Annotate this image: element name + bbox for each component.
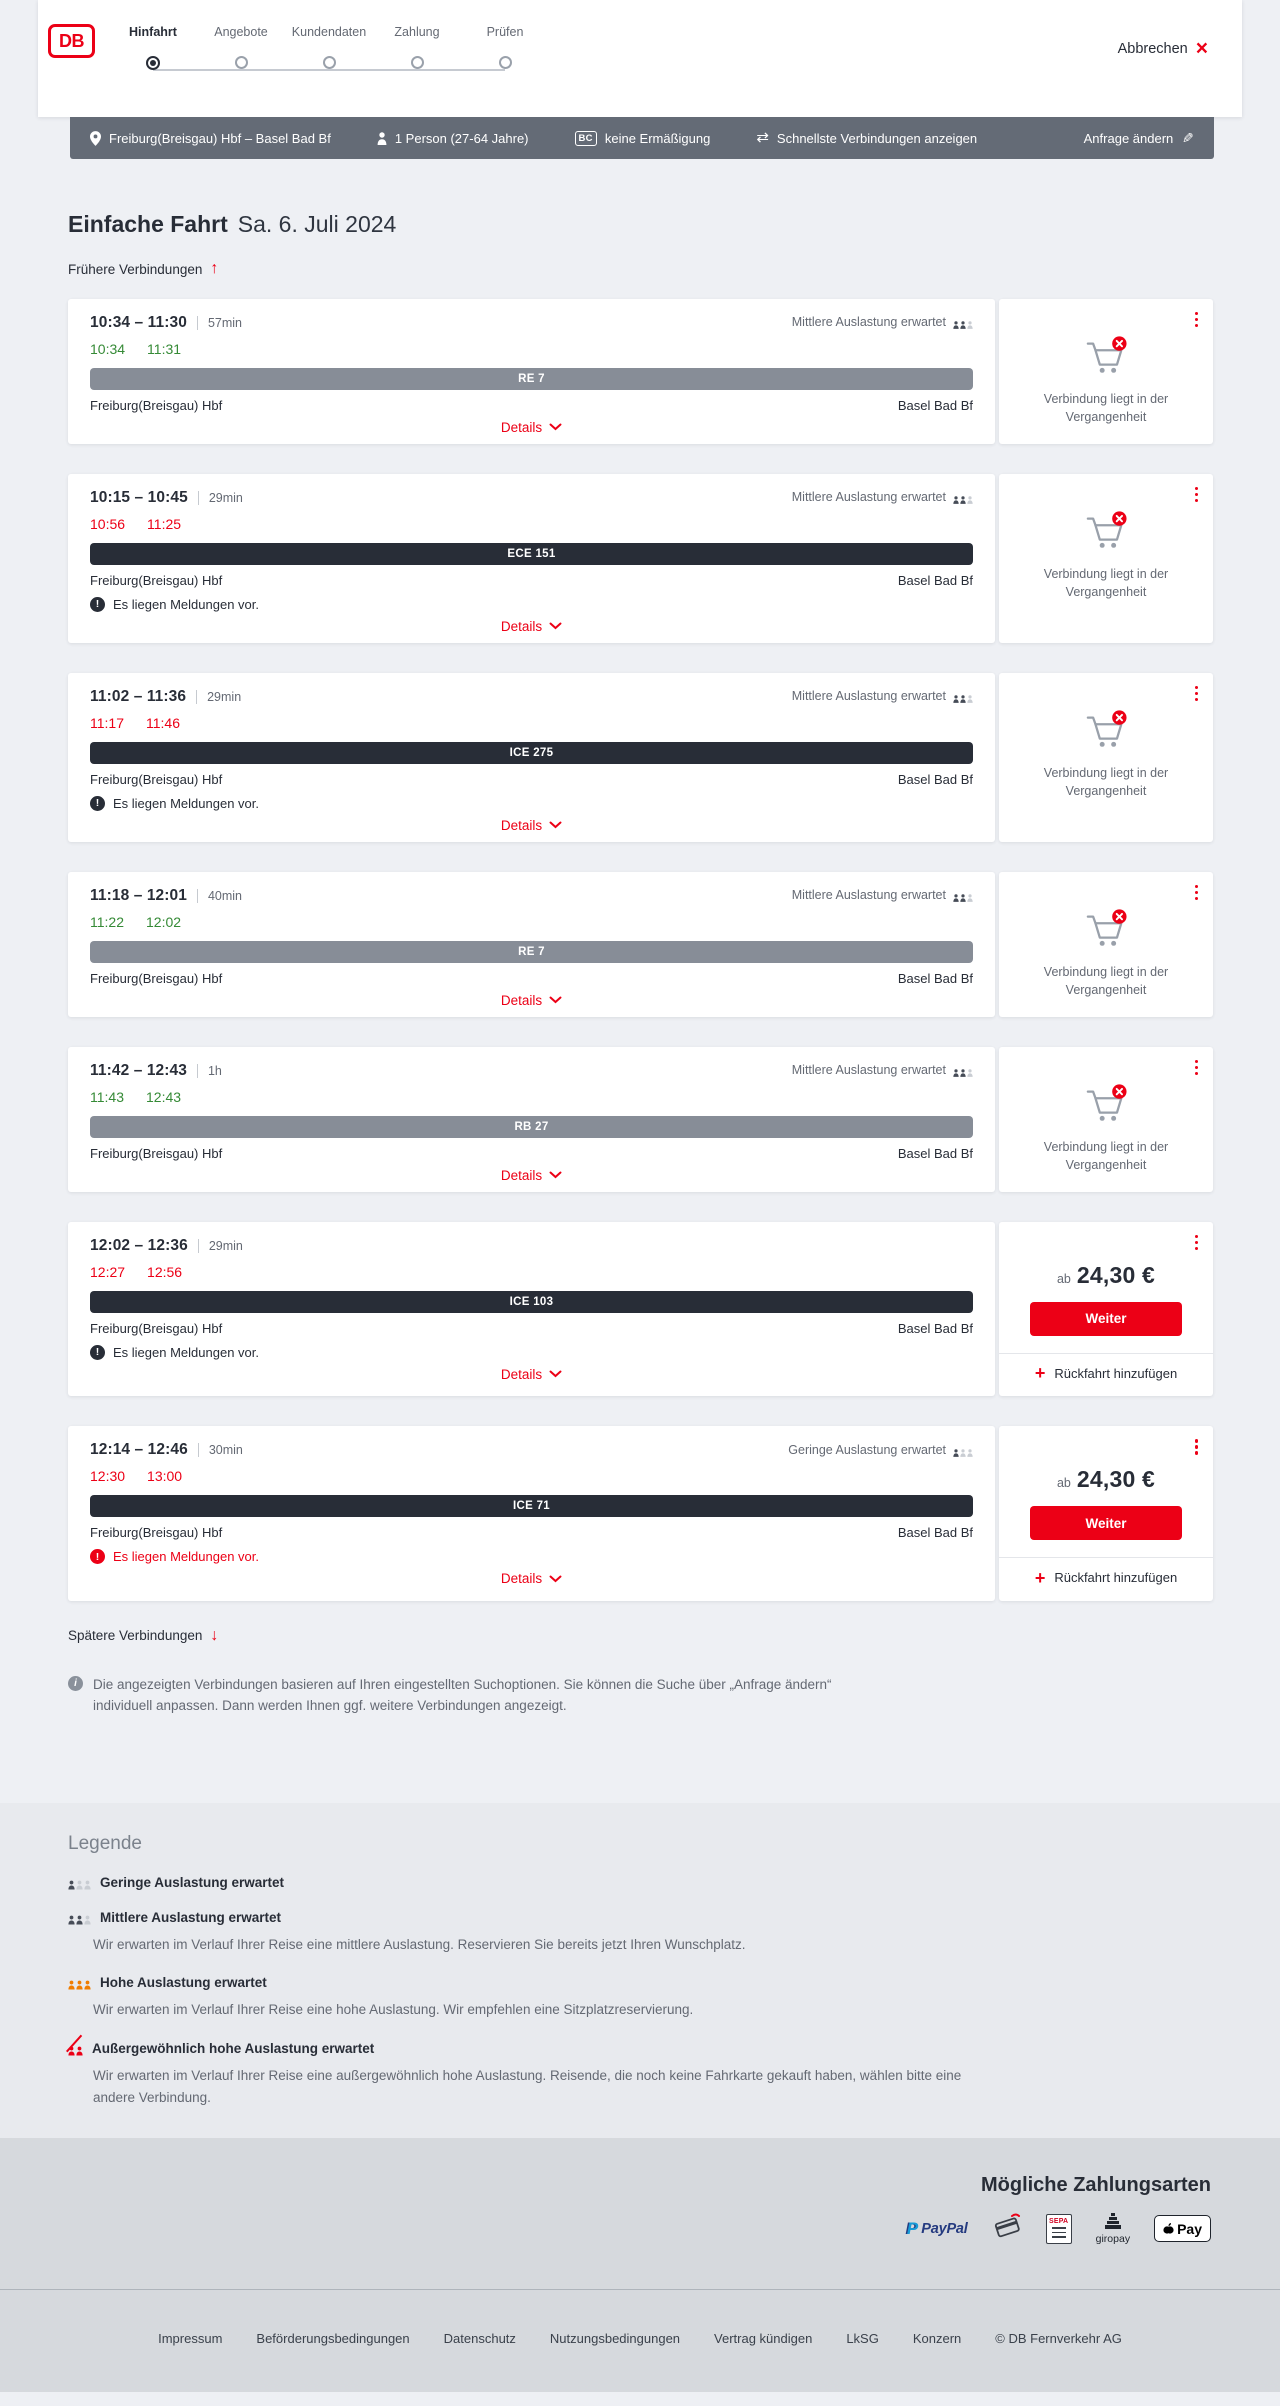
connection-row: [68, 1047, 1213, 1192]
past-connection-note: Verbindung liegt in der Vergangenheit: [1043, 391, 1169, 424]
occupancy-low-icon: [953, 1449, 973, 1457]
footer-link-nutzungsbedingungen[interactable]: Nutzungsbedingungen: [549, 2331, 681, 2347]
options-menu-button[interactable]: [1192, 882, 1202, 904]
options-menu-button[interactable]: [1192, 1436, 1202, 1458]
destination-station: Basel Bad Bf: [897, 572, 973, 588]
details-toggle[interactable]: Details: [501, 420, 562, 435]
occupancy-low-icon: [68, 1880, 91, 1890]
search-options-note: i Die angezeigten Verbindungen basieren auf Ihren eingestellten Suchoptionen. Sie können die Suche über „Anfrage ändern“ individuell anpassen. Dann werden Ihnen ggf. weitere Verbindungen angezeigt.: [68, 1675, 1213, 1717]
footer-link-vertrag-kuendigen[interactable]: Vertrag kündigen: [714, 2331, 813, 2347]
chevron-down-icon: [549, 622, 562, 630]
cart-unavailable-icon: [1015, 510, 1197, 557]
details-toggle[interactable]: Details: [501, 993, 562, 1008]
legend-item: Geringe Auslastung erwartet: [68, 1876, 1212, 1890]
occupancy-indicator: Mittlere Auslastung erwartet: [792, 1064, 973, 1077]
footer-link-impressum[interactable]: Impressum: [158, 2331, 223, 2347]
swap-arrows-icon: ⇄: [756, 129, 769, 146]
close-icon: ×: [1195, 37, 1208, 60]
apple-pay-badge: Pay: [1154, 2215, 1211, 2242]
copyright: © DB Fernverkehr AG: [995, 2331, 1122, 2347]
connection-row: [68, 1426, 1213, 1601]
connection-side-panel: [999, 1047, 1213, 1192]
connection-card: 10:15 – 10:45 29min Mittlere Auslastung erwartet 10:56 11:25 ECE 151 Freiburg(Breisgau) Hbf Basel Bad Bf ! Es liegen Meldungen vor. Details: [68, 474, 995, 643]
footer-link-konzern[interactable]: Konzern: [912, 2331, 962, 2347]
past-connection-note: Verbindung liegt in der Vergangenheit: [1043, 964, 1169, 997]
realtime-times: 10:56 11:25: [90, 515, 182, 532]
plus-icon: +: [1034, 1363, 1046, 1383]
connection-row: [68, 673, 1213, 842]
options-menu-button[interactable]: [1192, 309, 1202, 331]
cancel-button[interactable]: Abbrechen ×: [1117, 37, 1208, 60]
step-dot: [323, 56, 336, 69]
destination-station: Basel Bad Bf: [897, 1525, 973, 1540]
cart-unavailable-icon: [1015, 1083, 1197, 1130]
connection-message: ! Es liegen Meldungen vor.: [90, 796, 973, 811]
step-kundendaten[interactable]: Kundendaten: [285, 24, 373, 70]
connection-card: 11:18 – 12:01 40min Mittlere Auslastung erwartet 11:22 12:02 RE 7 Freiburg(Breisgau) Hbf Basel Bad Bf Details: [68, 872, 995, 1017]
footer: [0, 2290, 1280, 2392]
train-line-bar: RE 7: [90, 941, 973, 963]
train-line-bar: RE 7: [90, 368, 973, 390]
apple-icon: [1163, 2222, 1174, 2235]
train-line-bar: RB 27: [90, 1116, 973, 1138]
train-line-bar: ICE 275: [90, 742, 973, 764]
chevron-down-icon: [549, 821, 562, 829]
connection-message-warning: ! Es liegen Meldungen vor.: [90, 1549, 973, 1564]
later-connections-link[interactable]: Spätere Verbindungen ↓: [68, 1626, 219, 1644]
location-pin-icon: [90, 131, 101, 146]
connection-card: 11:42 – 12:43 1h Mittlere Auslastung erwartet 11:43 12:43 RB 27 Freiburg(Breisgau) Hbf Basel Bad Bf Details: [68, 1047, 995, 1192]
bottom-section: [0, 2138, 1280, 2392]
legend-item: Hohe Auslastung erwartet Wir erwarten im Verlauf Ihrer Reise eine hohe Auslastung. Wir empfehlen eine Sitzplatzreservierung.: [68, 1976, 1212, 2021]
footer-link-lksg[interactable]: LkSG: [846, 2331, 879, 2347]
person-icon: [377, 132, 387, 145]
destination-station: Basel Bad Bf: [897, 1320, 973, 1336]
origin-station: Freiburg(Breisgau) Hbf: [90, 771, 223, 787]
sepa-direct-debit-icon: SEPA: [1046, 2214, 1072, 2244]
paypal-logo: P PayPal: [906, 2218, 968, 2238]
booking-side-panel: [999, 1426, 1213, 1601]
origin-station: Freiburg(Breisgau) Hbf: [90, 397, 223, 413]
train-line-bar: ICE 103: [90, 1291, 973, 1313]
info-icon: i: [68, 1676, 83, 1691]
results-main: [0, 211, 1280, 1803]
realtime-times: 11:43 12:43: [90, 1088, 182, 1105]
connection-side-panel: [999, 299, 1213, 444]
realtime-times: 11:22 12:02: [90, 913, 182, 930]
route-summary: Freiburg(Breisgau) Hbf – Basel Bad Bf: [90, 131, 331, 146]
occupancy-medium-icon: [953, 894, 973, 902]
connection-side-panel: [999, 872, 1213, 1017]
train-line-bar: ECE 151: [90, 543, 973, 565]
chevron-down-icon: [549, 1575, 562, 1583]
train-line-bar: ICE 71: [90, 1495, 973, 1517]
connection-card: 10:34 – 11:30 57min Mittlere Auslastung erwartet 10:34 11:31 RE 7 Freiburg(Breisgau) Hbf Basel Bad Bf Details: [68, 299, 995, 444]
details-toggle[interactable]: Details: [501, 1367, 562, 1382]
continue-button[interactable]: Weiter: [1030, 1506, 1182, 1540]
connection-row: [68, 1222, 1213, 1397]
occupancy-indicator: Mittlere Auslastung erwartet: [792, 316, 973, 329]
payment-methods: [0, 2174, 1280, 2245]
occupancy-medium-icon: [953, 321, 973, 329]
cart-unavailable-icon: [1015, 709, 1197, 756]
options-menu-button[interactable]: [1192, 1057, 1202, 1079]
step-dot: [411, 56, 424, 69]
occupancy-indicator: Geringe Auslastung erwartet: [788, 1444, 973, 1457]
giropay-logo: giropay: [1096, 2213, 1130, 2245]
origin-station: Freiburg(Breisgau) Hbf: [90, 572, 223, 588]
bahncard-icon: BC: [575, 131, 597, 146]
chevron-down-icon: [549, 1171, 562, 1179]
chevron-down-icon: [549, 1370, 562, 1378]
options-menu-button[interactable]: [1192, 683, 1202, 705]
page-title: Einfache Fahrt Sa. 6. Juli 2024: [68, 211, 397, 237]
occupancy-medium-icon: [953, 496, 973, 504]
origin-station: Freiburg(Breisgau) Hbf: [90, 1145, 223, 1161]
details-toggle[interactable]: Details: [501, 1168, 562, 1183]
credit-card-icon: [992, 2212, 1022, 2245]
price: ab 24,30 €: [1056, 1466, 1156, 1492]
details-toggle[interactable]: Details: [501, 1571, 562, 1586]
origin-station: Freiburg(Breisgau) Hbf: [90, 1525, 223, 1540]
occupancy-indicator: Mittlere Auslastung erwartet: [792, 889, 973, 902]
app-header: [38, 0, 1242, 117]
occupancy-indicator: Mittlere Auslastung erwartet: [792, 491, 973, 504]
step-angebote[interactable]: Angebote: [197, 24, 285, 70]
legend-item: Mittlere Auslastung erwartet Wir erwarten im Verlauf Ihrer Reise eine mittlere Auslastung. Reservieren Sie bereits jetzt Ihren Wunschplatz.: [68, 1911, 1212, 1956]
earlier-connections-link[interactable]: Frühere Verbindungen ↑: [68, 260, 219, 277]
cart-unavailable-icon: [1015, 335, 1197, 382]
connection-message: ! Es liegen Meldungen vor.: [90, 1345, 973, 1360]
options-menu-button[interactable]: [1192, 1232, 1202, 1254]
connection-side-panel: [999, 673, 1213, 842]
add-return-button[interactable]: + Rückfahrt hinzufügen: [1034, 1567, 1178, 1588]
cart-unavailable-icon: [1015, 908, 1197, 955]
arrow-down-icon: ↓: [210, 1626, 219, 1644]
occupancy-medium-icon: [68, 1915, 91, 1925]
alert-icon: !: [90, 1549, 105, 1564]
add-return-button[interactable]: + Rückfahrt hinzufügen: [1034, 1363, 1178, 1383]
realtime-times: 12:30 13:00: [90, 1468, 183, 1484]
details-toggle[interactable]: Details: [501, 818, 562, 833]
details-toggle[interactable]: Details: [501, 619, 562, 634]
checkout-stepper: [109, 22, 549, 70]
connection-message: ! Es liegen Meldungen vor.: [90, 597, 973, 612]
step-dot: [499, 56, 512, 69]
destination-station: Basel Bad Bf: [897, 397, 973, 413]
options-menu-button[interactable]: [1192, 484, 1202, 506]
connection-row: [68, 299, 1213, 444]
booking-side-panel: [999, 1222, 1213, 1397]
legend-item: Außergewöhnlich hohe Auslastung erwartet Wir erwarten im Verlauf Ihrer Reise eine außergewöhnlich hohe Auslastung. Reisende, die noch keine Fahrkarte gekauft haben, wählen bitte eine andere Verbindung.: [68, 2042, 1212, 2108]
occupancy-medium-icon: [953, 1069, 973, 1077]
connection-card: 12:14 – 12:46 30min Geringe Auslastung erwartet 12:30 13:00 ICE 71 Freiburg(Breisgau) Hbf Basel Bad Bf ! Es liegen Meldungen vor. Details: [68, 1426, 995, 1601]
alert-icon: !: [90, 796, 105, 811]
legend-section: [0, 1803, 1280, 2138]
step-zahlung[interactable]: Zahlung: [373, 24, 461, 70]
step-hinfahrt[interactable]: Hinfahrt: [109, 24, 197, 70]
step-dot: [235, 56, 248, 69]
arrow-up-icon: ↑: [210, 260, 219, 277]
connection-row: [68, 872, 1213, 1017]
past-connection-note: Verbindung liegt in der Vergangenheit: [1043, 566, 1169, 599]
price: ab 24,30 €: [1056, 1261, 1156, 1288]
alert-icon: !: [90, 1345, 105, 1360]
passenger-summary: 1 Person (27-64 Jahre): [377, 131, 529, 146]
chevron-down-icon: [549, 423, 562, 431]
occupancy-exceptional-icon: [68, 2046, 83, 2056]
realtime-times: 11:17 11:46: [90, 714, 180, 731]
occupancy-medium-icon: [953, 695, 973, 703]
origin-station: Freiburg(Breisgau) Hbf: [90, 1320, 223, 1336]
db-logo: DB: [48, 24, 95, 58]
destination-station: Basel Bad Bf: [897, 1145, 973, 1161]
destination-station: Basel Bad Bf: [897, 970, 973, 986]
legend-title: Legende: [68, 1832, 142, 1854]
past-connection-note: Verbindung liegt in der Vergangenheit: [1043, 1139, 1169, 1172]
pencil-icon: ✎: [1182, 129, 1194, 146]
connection-side-panel: [999, 474, 1213, 643]
connection-card: 11:02 – 11:36 29min Mittlere Auslastung erwartet 11:17 11:46 ICE 275 Freiburg(Breisgau) Hbf Basel Bad Bf ! Es liegen Meldungen vor. Details: [68, 673, 995, 842]
occupancy-indicator: Mittlere Auslastung erwartet: [792, 690, 973, 703]
origin-station: Freiburg(Breisgau) Hbf: [90, 970, 223, 986]
footer-link-befoerderungsbedingungen[interactable]: Beförderungsbedingungen: [256, 2331, 410, 2347]
destination-station: Basel Bad Bf: [897, 771, 973, 787]
payment-methods-title: Mögliche Zahlungsarten: [980, 2174, 1211, 2197]
chevron-down-icon: [549, 996, 562, 1004]
footer-link-datenschutz[interactable]: Datenschutz: [443, 2331, 516, 2347]
realtime-times: 12:27 12:56: [90, 1263, 183, 1280]
occupancy-high-icon: [68, 1980, 91, 1990]
connection-card: 12:02 – 12:36 29min 12:27 12:56 ICE 103 Freiburg(Breisgau) Hbf Basel Bad Bf ! Es liegen Meldungen vor. Details: [68, 1222, 995, 1397]
sort-filter-summary: ⇄ Schnellste Verbindungen anzeigen: [756, 129, 978, 146]
discount-summary: BC keine Ermäßigung: [575, 131, 711, 146]
alert-icon: !: [90, 597, 105, 612]
step-pruefen[interactable]: Prüfen: [461, 24, 549, 70]
plus-icon: +: [1034, 1567, 1046, 1588]
continue-button[interactable]: Weiter: [1030, 1302, 1182, 1336]
past-connection-note: Verbindung liegt in der Vergangenheit: [1043, 765, 1169, 798]
query-summary-bar: [70, 117, 1214, 159]
step-dot-active: [146, 56, 160, 70]
connection-row: [68, 474, 1213, 643]
edit-request-button[interactable]: Anfrage ändern ✎: [1083, 129, 1194, 146]
realtime-times: 10:34 11:31: [90, 340, 182, 357]
